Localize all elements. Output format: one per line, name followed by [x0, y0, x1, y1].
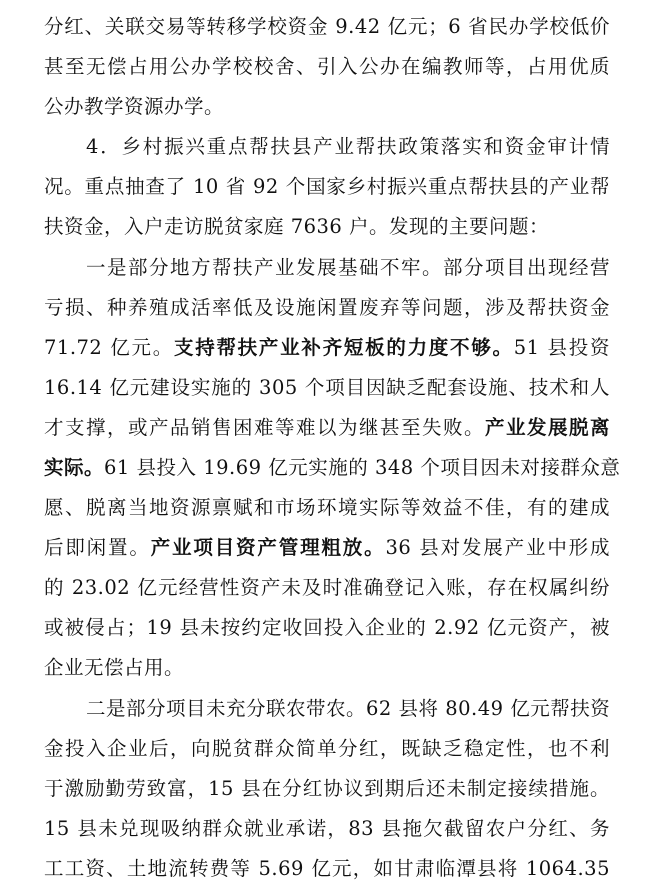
section-heading-line: [86, 127, 610, 167]
text-segment: 4．乡村振兴重点帮扶县产业帮扶政策落实和资金审计情: [86, 135, 610, 158]
text-segment: 一是部分地方帮扶产业发展基础不牢。部分项目出现经营: [86, 256, 610, 279]
text-segment: 15 县未兑现吸纳群众就业承诺，83 县拖欠截留农户分红、务: [44, 817, 610, 840]
text-line: [44, 528, 610, 568]
text-line: [44, 288, 610, 328]
text-segment: 工工资、土地流转费等 5.69 亿元，如甘肃临潭县将 1064.35: [44, 857, 610, 880]
bold-text-segment: 支持帮扶产业补齐短板的力度不够。: [173, 336, 514, 359]
text-line: [44, 47, 610, 87]
text-line: [44, 769, 610, 809]
text-segment: 亏损、种养殖成活率低及设施闲置废弃等问题，涉及帮扶资金: [44, 296, 610, 319]
text-line: [44, 87, 610, 127]
text-segment: 的 23.02 亿元经营性资产未及时准确登记入账，存在权属纠纷: [44, 576, 610, 599]
text-segment: 51 县投资: [513, 336, 610, 359]
text-segment: 扶资金，入户走访脱贫家庭 7636 户。发现的主要问题：: [44, 215, 550, 238]
text-segment: 公办教学资源办学。: [44, 95, 225, 118]
text-segment: 二是部分项目未充分联农带农。62 县将 80.49 亿元帮扶资: [86, 697, 611, 720]
text-line: [44, 7, 610, 47]
text-line: [44, 568, 610, 608]
paragraph-first-line: [86, 248, 610, 288]
text-line: [44, 809, 610, 849]
text-segment: 况。重点抽查了 10 省 92 个国家乡村振兴重点帮扶县的产业帮: [44, 175, 610, 198]
bold-text-segment: 产业发展脱离: [484, 416, 610, 439]
text-segment: 61 县投入 19.69 亿元实施的 348 个项目因未对接群众意: [104, 456, 621, 479]
text-segment: 16.14 亿元建设实施的 305 个项目因缺乏配套设施、技术和人: [44, 376, 610, 399]
text-segment: 或被侵占；19 县未按约定收回投入企业的 2.92 亿元资产，被: [44, 616, 610, 639]
text-segment: 才支撑，或产品销售困难等难以为继甚至失败。: [44, 416, 485, 439]
text-line: [44, 608, 610, 648]
text-segment: 金投入企业后，向脱贫群众简单分红，既缺乏稳定性，也不利: [44, 737, 610, 760]
text-line: [44, 328, 610, 368]
text-line: [44, 167, 610, 207]
text-segment: 36 县对发展产业中形成: [385, 536, 610, 559]
text-line: [44, 729, 610, 769]
text-segment: 分红、关联交易等转移学校资金 9.42 亿元；6 省民办学校低价: [44, 15, 610, 38]
text-segment: 甚至无偿占用公办学校校舍、引入公办在编教师等，占用优质: [44, 55, 610, 78]
text-line: [44, 648, 610, 688]
text-line: [44, 488, 610, 528]
text-line: [44, 207, 610, 247]
text-segment: 于激励勤劳致富，15 县在分红协议到期后还未制定接续措施。: [44, 777, 610, 800]
text-segment: 愿、脱离当地资源禀赋和市场环境实际等效益不佳，有的建成: [44, 496, 610, 519]
text-segment: 71.72 亿元。: [44, 336, 174, 359]
text-line: [44, 408, 610, 448]
text-segment: 后即闲置。: [44, 536, 151, 559]
bold-text-segment: 产业项目资产管理粗放。: [150, 536, 386, 559]
text-line: [44, 368, 610, 408]
text-segment: 企业无偿占用。: [44, 656, 185, 679]
text-line: [44, 448, 621, 488]
text-line: [44, 849, 610, 889]
bold-text-segment: 实际。: [44, 456, 105, 479]
paragraph-first-line: [86, 689, 610, 729]
